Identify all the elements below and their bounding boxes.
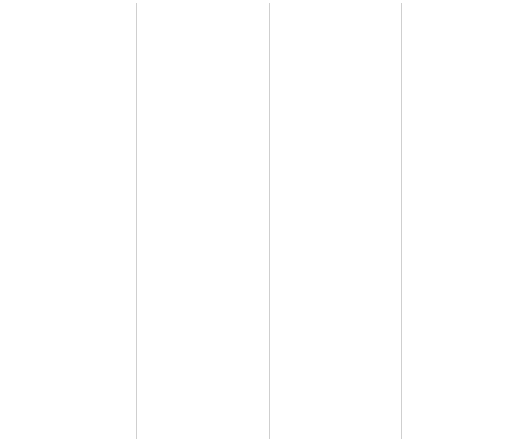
text-column-4 [401,3,527,439]
text-column-3 [269,3,395,439]
text-column-2 [136,3,262,439]
text-column-1 [4,3,130,439]
